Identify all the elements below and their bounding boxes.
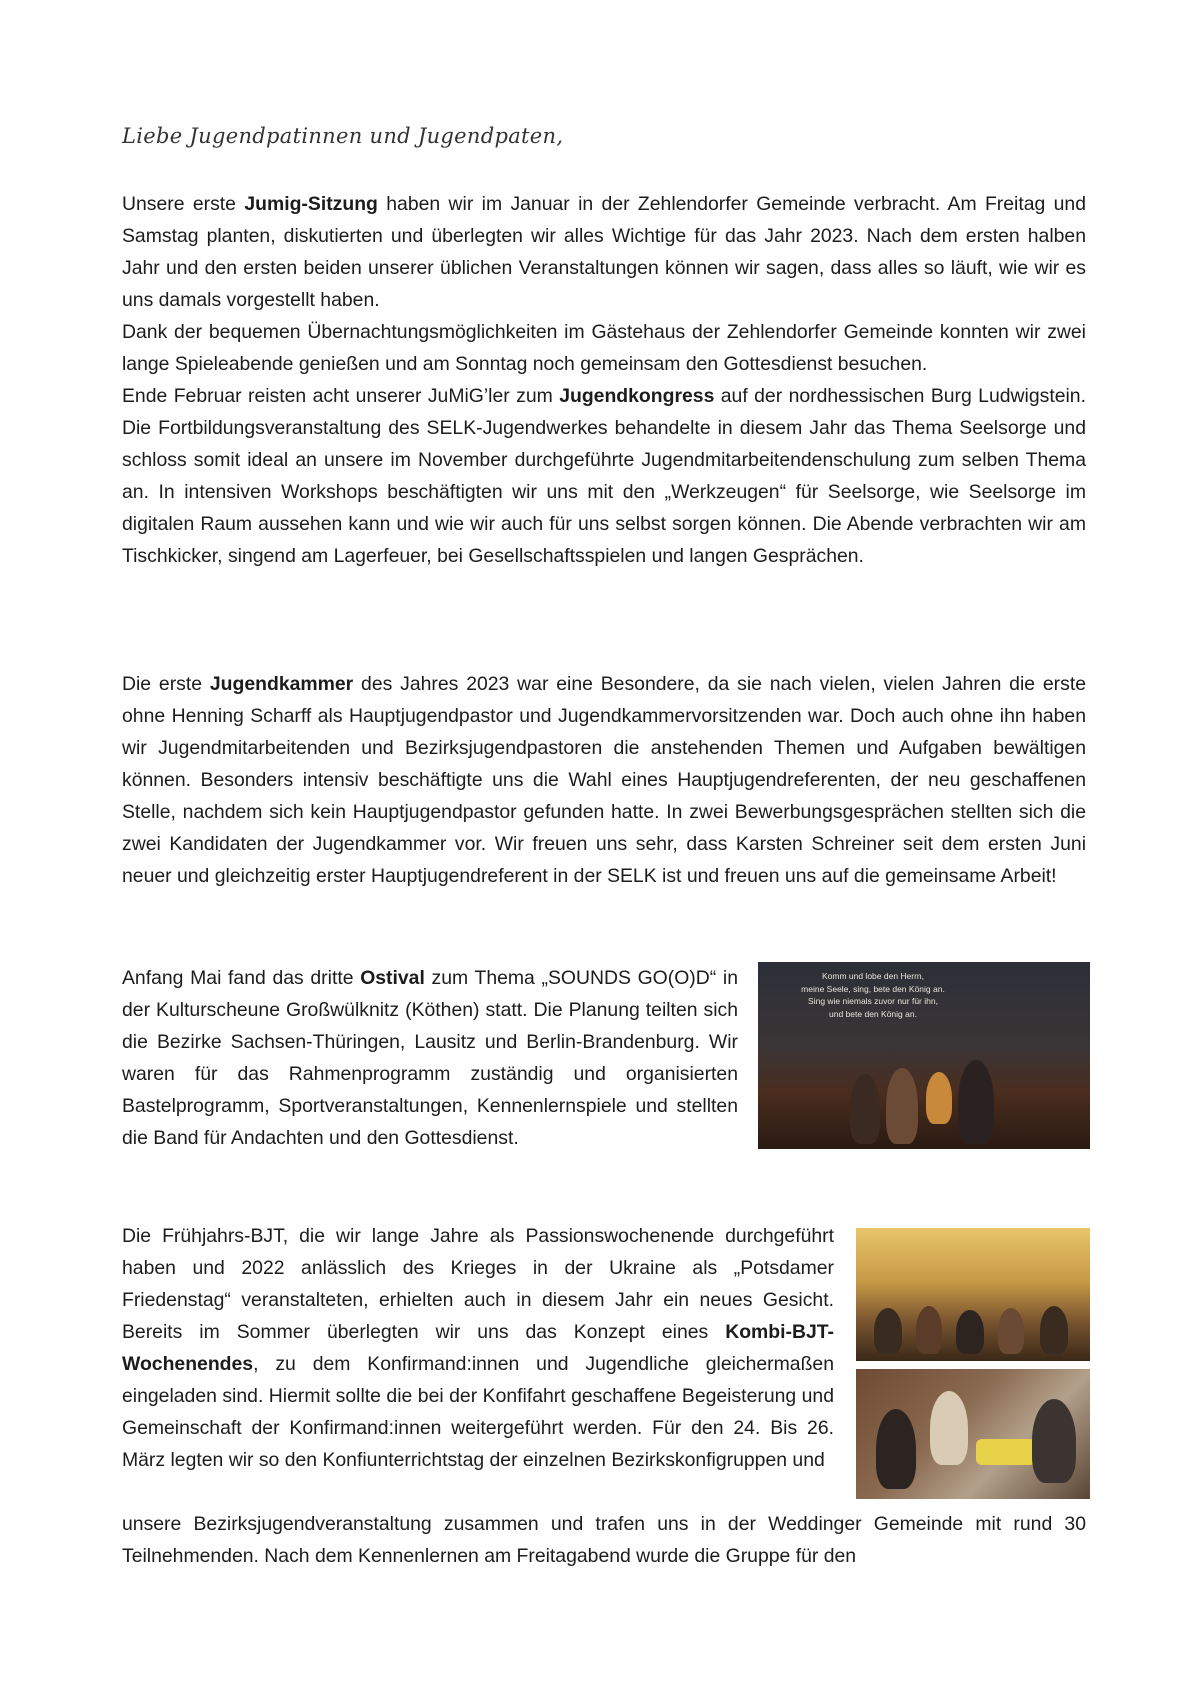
paragraph-gaestehaus: Dank der bequemen Übernachtungsmöglichkeiten im Gästehaus der Zehlendorfer Gemeinde konnten wir zwei lange Spieleabende genießen und am Sonntag noch gemeinsam den Gottesdienst besuchen. bbox=[122, 321, 1086, 375]
section-jugendkammer bbox=[122, 668, 1086, 892]
bold-kombi-bjt: Kombi-BJT-Wochenendes bbox=[122, 1321, 834, 1375]
person-figure bbox=[874, 1308, 902, 1354]
ostival-band-photo bbox=[758, 962, 1090, 1149]
section-jumig bbox=[122, 188, 1086, 572]
bold-jugendkongress: Jugendkongress bbox=[559, 385, 715, 407]
section-ostival bbox=[122, 962, 738, 1154]
table-papers bbox=[976, 1439, 1036, 1465]
singer-figure bbox=[850, 1074, 880, 1144]
person-figure bbox=[956, 1310, 984, 1354]
paragraph-jugendkammer: Die erste Jugendkammer des Jahres 2023 war eine Besondere, da sie nach vielen, vielen Jahren die erste ohne Henning Scharff als Hauptjugendpastor und Jugendkammervorsitzenden war. Doch auch ohne ihn haben wir Jugendmitarbeitenden und Bezirksjugendpastoren die anstehenden Themen und Aufgaben bewältigen können. Besonders intensiv beschäftigte uns die Wahl eines Hauptjugendreferenten, der neu geschaffenen Stelle, nachdem sich kein Hauptjugendpastor gefunden hatte. In zwei Bewerbungsgesprächen stellten sich die zwei Kandidaten der Jugendkammer vor. Wir freuen uns sehr, dass Karsten Schreiner seit dem ersten Juni neuer und gleichzeitig erster Hauptjugendreferent in der SELK ist und freuen uns auf die gemeinsame Arbeit! bbox=[122, 673, 1087, 887]
bold-jumig-sitzung: Jumig-Sitzung bbox=[244, 193, 378, 215]
singer-figure bbox=[958, 1060, 994, 1144]
greeting: Liebe Jugendpatinnen und Jugendpaten, bbox=[122, 124, 564, 148]
paragraph-bjt-continued: unsere Bezirksjugendveranstaltung zusammen und trafen uns in der Weddinger Gemeinde mit rund 30 Teilnehmenden. Nach dem Kennenlernen am Freitagabend wurde die Gruppe für den bbox=[122, 1513, 1086, 1567]
section-bjt-continued bbox=[122, 1508, 1086, 1572]
projected-song-lyrics: Komm und lobe den Herrn, meine Seele, sing, bete den König an. Sing wie niemals zuvor nur für ihn, und bete den König an. bbox=[801, 971, 945, 1019]
person-figure bbox=[876, 1409, 916, 1489]
person-figure bbox=[916, 1306, 942, 1354]
bjt-table-group-photo bbox=[856, 1369, 1090, 1499]
bjt-group-circle-photo bbox=[856, 1228, 1090, 1361]
paragraph-bjt: Die Frühjahrs-BJT, die wir lange Jahre als Passionswochenende durchgeführt haben und 2022 anlässlich des Krieges in der Ukraine als „Potsdamer Friedenstag“ veranstalteten, erhielten auch in diesem Jahr ein neues Gesicht. Bereits im Sommer überlegten wir uns das Konzept eines Kombi-BJT-Wochenendes, zu dem Konfirmand:innen und Jugendliche gleichermaßen eingeladen sind. Hiermit sollte die bei der Konfifahrt geschaffene Begeisterung und Gemeinschaft der Konfirmand:innen weitergeführt werden. Für den 24. Bis 26. März legten wir so den Konfiunterrichtstag der einzelnen Bezirkskonfigruppen und bbox=[122, 1225, 834, 1471]
bold-jugendkammer: Jugendkammer bbox=[209, 673, 354, 695]
person-figure bbox=[1040, 1306, 1068, 1354]
section-bjt bbox=[122, 1220, 834, 1476]
music-stand bbox=[926, 1072, 952, 1124]
paragraph-jugendkongress: Ende Februar reisten acht unserer JuMiG’ler zum Jugendkongress auf der nordhessischen Burg Ludwigstein. Die Fortbildungsveranstaltung des SELK-Jugendwerkes behandelte in diesem Jahr das Thema Seelsorge und schloss somit ideal an unsere im November durchgeführte Jugendmitarbeitendenschulung zum selben Thema an. In intensiven Workshops beschäftigten wir uns mit den „Werkzeugen“ für Seelsorge, wie Seelsorge im digitalen Raum aussehen kann und wie wir auch für uns selbst sorgen können. Die Abende verbrachten wir am Tischkicker, singend am Lagerfeuer, bei Gesellschaftsspielen und langen Gesprächen. bbox=[122, 385, 1086, 567]
paragraph-jumig-sitzung: Unsere erste Jumig-Sitzung haben wir im Januar in der Zehlendorfer Gemeinde verbracht. Am Freitag und Samstag planten, diskutierten und überlegten wir alles Wichtige für das Jahr 2023. Nach dem ersten halben Jahr und den ersten beiden unserer üblichen Veranstaltungen können wir sagen, dass alles so läuft, wie wir es uns damals vorgestellt haben. bbox=[122, 193, 1086, 311]
person-figure bbox=[930, 1391, 968, 1465]
paragraph-ostival: Anfang Mai fand das dritte Ostival zum Thema „SOUNDS GO(O)D“ in der Kulturscheune Großwülknitz (Köthen) statt. Die Planung teilten sich die Bezirke Sachsen-Thüringen, Lausitz und Berlin-Brandenburg. Wir waren für das Rahmenprogramm zuständig und organisierten Bastelprogramm, Sportveranstaltungen, Kennenlernspiele und stellten die Band für Andachten und den Gottesdienst. bbox=[122, 967, 738, 1149]
person-figure bbox=[1032, 1399, 1076, 1483]
bold-ostival: Ostival bbox=[360, 967, 425, 989]
singer-figure bbox=[886, 1068, 918, 1144]
person-figure bbox=[998, 1308, 1024, 1354]
